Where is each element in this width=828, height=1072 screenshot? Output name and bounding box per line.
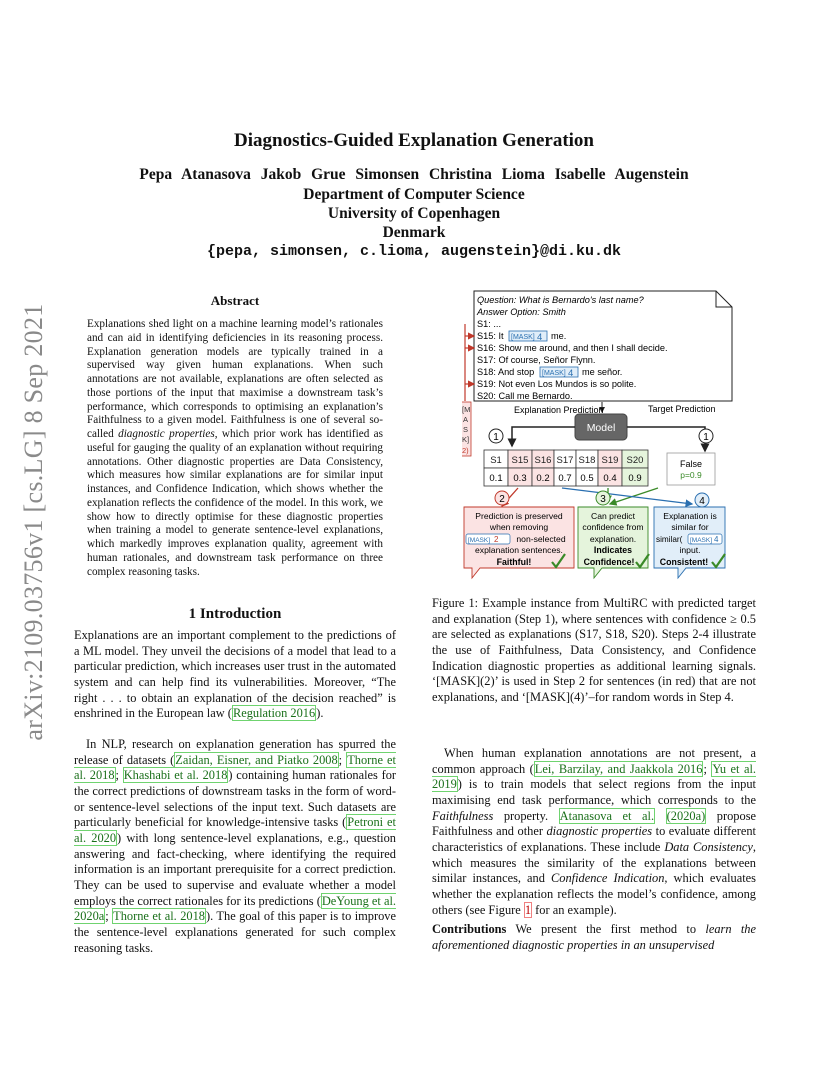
score-value: 0.2 bbox=[536, 473, 550, 484]
right-p1-text-e: propose Faithfulness and other bbox=[432, 808, 757, 839]
figure-reference-link[interactable]: 1 bbox=[524, 902, 532, 917]
mask-token-label: [MASK] bbox=[690, 537, 713, 544]
faithfulness-line-3: non-selected bbox=[516, 534, 566, 544]
contributions-heading: Contributions bbox=[432, 922, 507, 936]
mask-token-label: [MASK] bbox=[468, 537, 491, 544]
question-text: Question: What is Bernardo's last name? bbox=[477, 295, 644, 305]
university: University of Copenhagen bbox=[327, 205, 501, 222]
consistency-arrow bbox=[562, 488, 692, 504]
consistency-line-4: input. bbox=[679, 545, 701, 555]
sentence-s16: S16: Show me around, and then I shall decide. bbox=[477, 343, 668, 353]
abstract-emphasis: diagnostic properties bbox=[118, 428, 215, 440]
citation-link[interactable]: Khashabi et al. 2018 bbox=[123, 768, 228, 783]
mask2-vertical-char: K] bbox=[462, 435, 470, 444]
citation-link[interactable]: Petroni et al. 2020 bbox=[74, 815, 396, 845]
sentence-s18: S18: And stop bbox=[477, 367, 535, 377]
score-value: 0.5 bbox=[580, 473, 594, 484]
score-value: 0.4 bbox=[603, 473, 617, 484]
consistency-line-2: similar for bbox=[671, 522, 709, 532]
sentence-id-label: S15 bbox=[511, 455, 529, 466]
author-emails: {pepa, simonsen, c.lioma, augenstein}@di.ku.dk bbox=[206, 243, 622, 260]
mask2-vertical-char: A bbox=[463, 415, 469, 424]
citation-link[interactable]: Thorne et al. 2018 bbox=[74, 752, 396, 783]
right-p1-text-d bbox=[655, 809, 666, 823]
mask-token-label: [MASK] bbox=[542, 370, 566, 377]
intro-p1-text-a: Explanations are an important complement to the predictions of a ML model. They unveil the decisions of a model that lead to a particular prediction, which increases user trust in the automated system and can help find its vulnerabilities. Moreover, “The right . . . to obtain an explanation of the decision reached” is enshrined in the European law ( bbox=[74, 628, 396, 721]
sentence-id-label: S16 bbox=[534, 455, 552, 466]
faithfulness-line-4: explanation sentences. bbox=[475, 545, 563, 555]
abstract-text-b: , which prior work has identified as useful for gauging the quality of an explanation without requiring annotations. Other diagnostic properties are Data Consistency, which measures how similar explanations are for similar input instances, and Confidence Indication, which shows whether the explanation reflects the confidence of the model. In this work, we show how to directly optimise for these diagnostic properties when training a model to generate sentence-level explanations, which markedly improves explanation quality, agreement with human rationales, and downstream task performance on three complex reasoning tasks. bbox=[87, 428, 383, 578]
score-value: 0.7 bbox=[558, 473, 572, 484]
right-p1-emphasis: Data Consistency bbox=[664, 839, 753, 854]
step-4-number: 4 bbox=[699, 496, 705, 507]
consistency-verdict: Consistent! bbox=[659, 557, 709, 567]
intro-p2-separator: ; bbox=[338, 752, 347, 767]
sentence-id-label: S20 bbox=[626, 455, 644, 466]
intro-p2-text-a: In NLP, research on explanation generation has spurred the release of datasets ( bbox=[74, 737, 396, 767]
abstract-heading: Abstract bbox=[210, 293, 260, 308]
paper-title: Diagnostics-Guided Explanation Generation bbox=[234, 130, 594, 151]
mask-number: 4 bbox=[714, 535, 719, 544]
target-label: False bbox=[679, 459, 703, 469]
department: Department of Computer Science bbox=[303, 186, 525, 203]
figure-1-diagram bbox=[462, 288, 762, 584]
intro-paragraph-1 bbox=[74, 628, 396, 722]
abstract-text bbox=[87, 318, 383, 579]
sentence-s15-end: me. bbox=[551, 331, 567, 341]
step-2-number: 2 bbox=[499, 494, 505, 505]
right-p1-text-g: , which measures the similarity of the explanations between similar instances, and bbox=[432, 839, 756, 886]
mask2-vertical-char: [M bbox=[462, 405, 471, 414]
score-value: 0.9 bbox=[628, 473, 642, 484]
consistency-line-1: Explanation is bbox=[663, 511, 717, 521]
intro-p2-text-b: ) containing human rationales for the correct predictions of downstream tasks in the form of word- or sentence-level selections of the input text. Such datasets are particularly beneficial for knowledge-intensive tasks ( bbox=[74, 768, 397, 830]
faithfulness-line-2: when removing bbox=[489, 522, 549, 532]
right-p1-emphasis: Confidence Indication bbox=[550, 871, 665, 886]
sentence-s18-end: me señor. bbox=[582, 367, 623, 377]
abstract-text-a: Explanations shed light on a machine learning model’s rationales and can aid in identifying deficiencies in its reasoning process. Explanation generation models are typically trained in a supervised way given human explanations. When such annotations are not available, explanations are often selected as those portions of the input that maximise a downstream task’s performance, which corresponds to optimising an explanation’s Faithfulness to a given model. Faithfulness is one of several so-called bbox=[87, 318, 383, 440]
confidence-line-3: explanation. bbox=[589, 534, 637, 544]
right-p1-text-b: ) is to train models that select regions from the input maximising end task performance, which corresponds to the bbox=[432, 777, 756, 807]
step-1-number: 1 bbox=[703, 432, 709, 443]
mask-token-label: [MASK] bbox=[511, 334, 535, 341]
answer-text: Answer Option: Smith bbox=[477, 307, 566, 317]
confidence-line-2: confidence from bbox=[582, 522, 644, 532]
citation-link[interactable]: Lei, Barzilay, and Jaakkola 2016 bbox=[534, 761, 703, 776]
score-value: 0.1 bbox=[489, 473, 503, 484]
intro-p2-separator: ; bbox=[115, 768, 123, 783]
right-p1-separator: ; bbox=[703, 761, 712, 776]
right-paragraph-1 bbox=[432, 746, 756, 918]
faithfulness-verdict: Faithful! bbox=[496, 557, 532, 567]
mask2-vertical-char: S bbox=[463, 425, 469, 434]
mask-number: 4 bbox=[537, 332, 543, 343]
target-arrow bbox=[627, 427, 705, 451]
target-prediction-label: Target Prediction bbox=[648, 404, 716, 414]
right-p1-emphasis: diagnostic properties bbox=[546, 824, 653, 839]
sentence-id-label: S18 bbox=[578, 455, 596, 466]
mask2-vertical-char: 2) bbox=[462, 446, 469, 455]
target-prediction-box bbox=[667, 453, 715, 485]
intro-p2-text-c: ) with long sentence-level explanations, e.g., question answering and fact-checking, where identifying the required information is an important prerequisite for a correct prediction. They can be used to supervise and evaluate whether a model employs the correct rationales for its predictions ( bbox=[74, 830, 397, 908]
right-p1-text-f: to evaluate different characteristics of explanations. These include bbox=[432, 824, 757, 854]
citation-link[interactable]: Zaidan, Eisner, and Piatko 2008 bbox=[175, 752, 338, 767]
intro-p2-separator: ; bbox=[105, 909, 113, 924]
model-label: Model bbox=[586, 422, 616, 434]
citation-link[interactable]: Thorne et al. 2018 bbox=[113, 909, 205, 924]
intro-p2-text-d: ). The goal of this paper is to improve the sentence-level explanations generated for such complex reasoning tasks. bbox=[74, 909, 396, 955]
figure-1 bbox=[462, 288, 762, 584]
mask-number: 2 bbox=[494, 535, 499, 544]
contributions-paragraph bbox=[432, 922, 756, 953]
step-1-number: 1 bbox=[493, 432, 499, 443]
citation-link[interactable]: (2020a) bbox=[666, 808, 706, 823]
intro-p1-text-b: ). bbox=[316, 706, 324, 721]
sentence-s17: S17: Of course, Señor Flynn. bbox=[477, 355, 596, 365]
right-p1-text-i: for an example). bbox=[532, 902, 617, 917]
arxiv-sidebar bbox=[0, 0, 60, 1072]
mask-number: 4 bbox=[568, 368, 574, 379]
sentence-id-label: S19 bbox=[601, 455, 619, 466]
contributions-emphasis: learn the aforementioned diagnostic properties in an unsupervised bbox=[432, 922, 757, 952]
right-p1-text-c: property. bbox=[493, 808, 559, 823]
sentence-id-label: S17 bbox=[556, 455, 574, 466]
explanation-prediction-label bbox=[514, 405, 604, 415]
right-p1-text-h: , which evaluates whether the explanation reflects the model’s confidence, among others (see Figure bbox=[432, 871, 756, 917]
step-3-number: 3 bbox=[600, 494, 606, 505]
explanation-arrow bbox=[512, 427, 575, 446]
confidence-line-4: Indicates bbox=[593, 545, 633, 555]
target-probability: p=0.9 bbox=[680, 470, 702, 480]
explanation-score-table bbox=[484, 450, 648, 486]
consistency-line-3: similar( bbox=[656, 535, 683, 544]
faithfulness-line-1: Prediction is preserved bbox=[475, 511, 563, 521]
country: Denmark bbox=[382, 224, 446, 241]
citation-link[interactable]: Yu et al. 2019 bbox=[432, 761, 756, 792]
sentence-s19: S19: Not even Los Mundos is so polite. bbox=[477, 379, 637, 389]
figure-1-caption: Figure 1: Example instance from MultiRC with predicted target and explanation (Step 1), where sentences with confidence ≥ 0.5 are selected as explanations (S17, S18, S20). Steps 2-4 illustrate the use of Faithfulness, Data Consistency, and Confidence Indication diagnostic properties as additional learning signals. ‘[MASK](2)’ is used in Step 2 for sentences (in red) that are not explanations, and ‘[MASK](4)’–for random words in Step 4. bbox=[432, 596, 756, 704]
section-heading-introduction: 1 Introduction bbox=[188, 606, 282, 622]
contributions-text-a: We present the first method to bbox=[506, 922, 706, 936]
right-p1-text-a: When human explanation annotations are not present, a common approach ( bbox=[432, 746, 756, 776]
right-p1-emphasis: Faithfulness bbox=[432, 808, 494, 823]
arxiv-identifier: arXiv:2109.03756v1 [cs.LG] 8 Sep 2021 bbox=[19, 303, 48, 741]
citation-link[interactable]: DeYoung et al. 2020a bbox=[74, 893, 396, 924]
citation-link[interactable]: Regulation 2016 bbox=[232, 706, 316, 721]
confidence-arrow-from-target bbox=[610, 488, 658, 504]
sentence-s15: S15: It bbox=[477, 331, 504, 341]
citation-link[interactable]: Atanasova et al. bbox=[559, 808, 655, 823]
sentence-s20: S20: Call me Bernardo. bbox=[477, 391, 573, 401]
sentence-s1: S1: ... bbox=[477, 319, 502, 329]
intro-paragraph-2 bbox=[74, 737, 396, 956]
confidence-verdict: Confidence! bbox=[583, 557, 635, 567]
confidence-line-1: Can predict bbox=[591, 511, 635, 521]
author-list: Pepa Atanasova Jakob Grue Simonsen Christina Lioma Isabelle Augenstein bbox=[139, 166, 689, 183]
sentence-id-label: S1 bbox=[490, 455, 502, 466]
explanation-prediction-text: Explanation Prediction bbox=[514, 405, 604, 415]
score-value: 0.3 bbox=[513, 473, 527, 484]
